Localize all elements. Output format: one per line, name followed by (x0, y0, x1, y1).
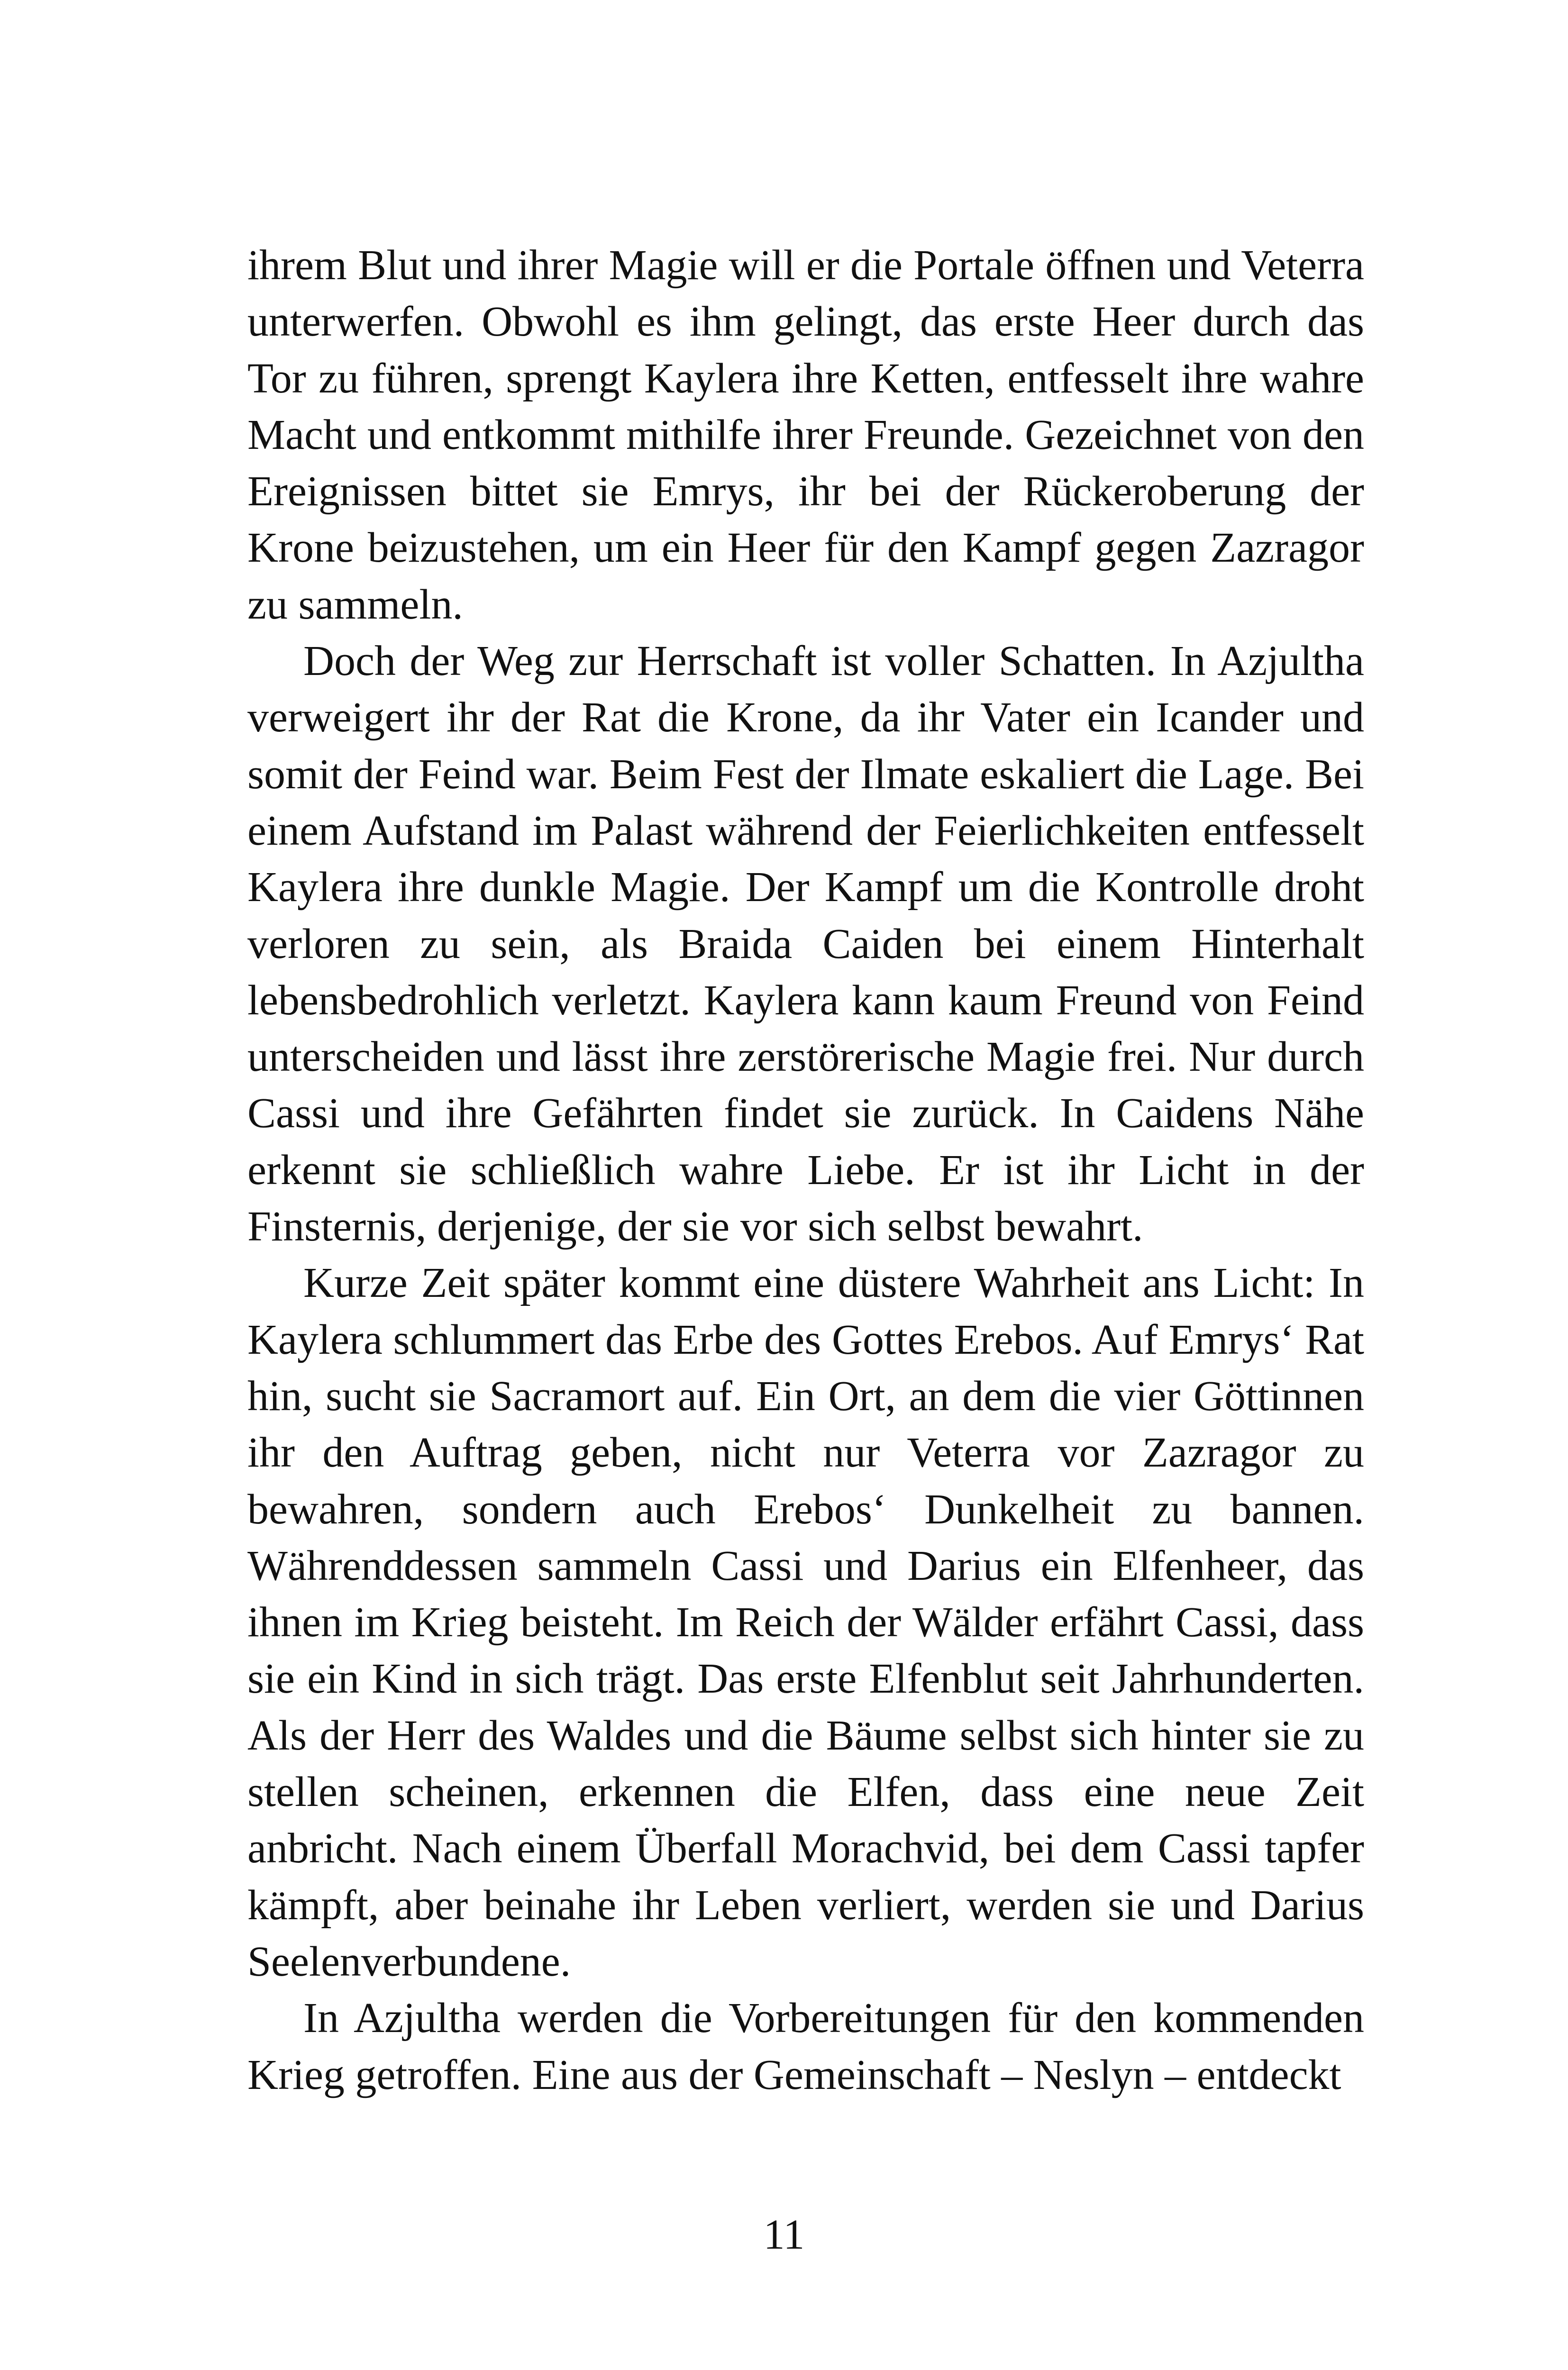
page-number: 11 (763, 2211, 805, 2258)
paragraph: In Azjultha werden die Vorbereitungen für den kommenden Krieg getroffen. Eine aus der Gemeinschaft – Neslyn – entdeckt (247, 1995, 1364, 2098)
paragraph: Kurze Zeit später kommt eine düstere Wahrheit ans Licht: In Kaylera schlummert das Erbe des Gottes Erebos. Auf Emrys‘ Rat hin, sucht sie Sacramort auf. Ein Ort, an dem die vier Göttinnen ihr den Auftrag geben, nicht nur Veterra vor Zazragor zu bewahren, sondern auch Erebos‘ Dunkelheit zu bannen. Währenddessen sammeln Cassi und Darius ein Elfenheer, das ihnen im Krieg beisteht. Im Reich der Wälder erfährt Cassi, dass sie ein Kind in sich trägt. Das erste Elfenblut seit Jahrhunderten. Als der Herr des Waldes und die Bäume selbst sich hinter sie zu stellen scheinen, erkennen die Elfen, dass eine neue Zeit anbricht. Nach einem Überfall Morachvid, bei dem Cassi tapfer kämpft, aber beinahe ihr Leben verliert, werden sie und Darius Seelenverbundene. (247, 1259, 1364, 1985)
body-text (247, 237, 1364, 2103)
paragraph: Doch der Weg zur Herrschaft ist voller Schatten. In Azjultha verweigert ihr der Rat die Krone, da ihr Vater ein Icander und somit der Feind war. Beim Fest der Ilmate eskaliert die Lage. Bei einem Aufstand im Palast während der Feierlichkeiten entfesselt Kaylera ihre dunkle Magie. Der Kampf um die Kontrolle droht verloren zu sein, als Braida Caiden bei einem Hinterhalt lebensbedrohlich verletzt. Kaylera kann kaum Freund von Feind unterscheiden und lässt ihre zerstörerische Magie frei. Nur durch Cassi und ihre Gefährten findet sie zurück. In Caidens Nähe erkennt sie schließlich wahre Liebe. Er ist ihr Licht in der Finsternis, derjenige, der sie vor sich selbst bewahrt. (247, 638, 1364, 1250)
paragraph-continuation: ihrem Blut und ihrer Magie will er die Portale öffnen und Veterra unterwerfen. Obwohl es ihm gelingt, das erste Heer durch das Tor zu führen, sprengt Kaylera ihre Ketten, entfesselt ihre wahre Macht und entkommt mithilfe ihrer Freunde. Gezeichnet von den Ereignissen bittet sie Emrys, ihr bei der Rückeroberung der Krone beizustehen, um ein Heer für den Kampf gegen Zazragor zu sammeln. (247, 242, 1364, 628)
